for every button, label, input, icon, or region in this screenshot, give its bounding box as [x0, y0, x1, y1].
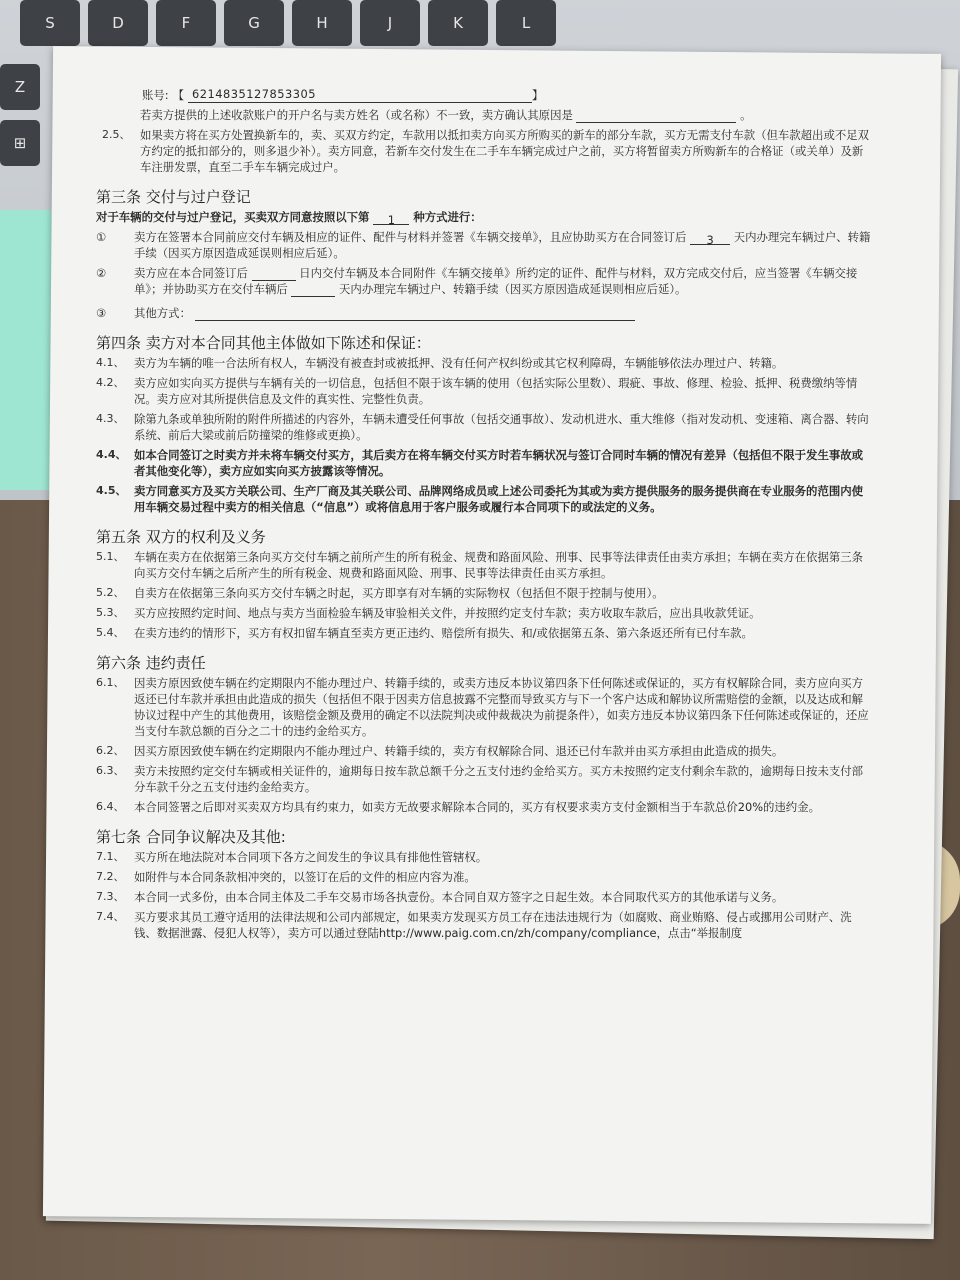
option-mark: ③ [96, 306, 107, 320]
key: K [428, 0, 488, 46]
account-number: 6214835127853305 [188, 86, 532, 103]
clause-number: 5.1、 [96, 550, 125, 563]
key: J [360, 0, 420, 46]
clause-number: 4.5、 [96, 484, 127, 497]
clause-text: 如果卖方将在买方处置换新车的，卖、买双方约定，车款用以抵扣卖方向买方所购买的新车的部分车款，买方无需支付车款（但车款超出或不足双方约定的抵扣部分的，则多退少补）。卖方同意，若新车交付发生在二手车车辆完成过户之前，买方将暂留卖方所购新车的合格证（或关单）及新车注册发票，直至二手车车辆完成过户。 [140, 128, 870, 174]
clause-text: 本合同签署之后即对买卖双方均具有约束力，如卖方无故要求解除本合同的，买方有权要求卖方支付金额相当于车款总价20%的违约金。 [134, 800, 820, 814]
option-1 [96, 229, 872, 261]
option-text-c: 天内办理完车辆过户、转籍手续（因买方原因造成延误则相应后延）。 [339, 282, 687, 296]
article-6-title: 第六条 违约责任 [96, 654, 206, 672]
clause-text: 如本合同签订之时卖方并未将车辆交付买方，其后卖方在将车辆交付买方时若车辆状况与签订合同时车辆的情况有差异（包括但不限于发生事故或者其他变化等），卖方应如实向买方披露该等情况。 [134, 448, 864, 478]
key: G [224, 0, 284, 46]
option-text-a: 其他方式： [134, 306, 191, 320]
key: D [88, 0, 148, 46]
option-mark: ① [96, 230, 107, 244]
clause-number: 4.2、 [96, 376, 125, 389]
clause-4-1 [96, 355, 872, 371]
article-7-title: 第七条 合同争议解决及其他: [96, 828, 286, 846]
article-3-title: 第三条 交付与过户登记 [96, 188, 251, 206]
key: Z [0, 64, 40, 110]
method-number: 1 [373, 212, 409, 225]
clause-4-2 [96, 375, 872, 407]
blank [291, 284, 335, 297]
option-text [134, 229, 872, 261]
clause-5-3 [96, 605, 872, 621]
bracket-close: 】 [532, 87, 544, 102]
clause-6-4 [96, 799, 872, 815]
period: 。 [740, 108, 752, 122]
clause-number: 2.5、 [102, 128, 131, 141]
clause-number: 4.4、 [96, 448, 127, 461]
name-mismatch-text: 若卖方提供的上述收款账户的开户名与卖方姓名（或名称）不一致，卖方确认其原因是 [140, 108, 573, 122]
clause-text: 卖方应如实向买方提供与车辆有关的一切信息，包括但不限于该车辆的使用（包括实际公里数）、瑕疵、事故、修理、检验、抵押、税费缴纳等情况。卖方应对其所提供信息及文件的真实性、完整性负责。 [134, 376, 858, 406]
clause-7-4 [96, 909, 872, 941]
key-row-2 [0, 64, 40, 110]
days-value: 3 [690, 232, 730, 245]
clause-4-4 [96, 447, 872, 479]
clause-5-4 [96, 625, 872, 641]
clause-text: 因买方原因致使车辆在约定期限内不能办理过户、转籍手续的，卖方有权解除合同、退还已付车款并由买方承担由此造成的损失。 [134, 744, 784, 758]
name-mismatch-line [140, 107, 872, 123]
clause-text: 买方所在地法院对本合同项下各方之间发生的争议具有排他性管辖权。 [134, 850, 488, 864]
clause-text: 在卖方违约的情形下，买方有权扣留车辆直至卖方更正违约、赔偿所有损失、和/或依据第五条、第六条返还所有已付车款。 [134, 626, 753, 640]
option-text [134, 265, 872, 297]
clause-number: 7.4、 [96, 910, 125, 923]
option-text-a: 卖方在签署本合同前应交付车辆及相应的证件、配件与材料并签署《车辆交接单》，且应协助买方在合同签订后 [134, 230, 687, 244]
clause-number: 4.1、 [96, 356, 125, 369]
clause-number: 7.2、 [96, 870, 125, 883]
bracket-open: 【 [172, 87, 185, 102]
article-5-title: 第五条 双方的权利及义务 [96, 528, 266, 546]
article-3-intro [96, 209, 872, 225]
clause-text: 买方要求其员工遵守适用的法律法规和公司内部规定，如果卖方发现买方员工存在违法违规行为（如腐败、商业贿赂、侵占或挪用公司财产、洗钱、数据泄露、侵犯人权等），卖方可以通过登陆http://www.paig.com.cn/zh/company/compliance，点击“举报制度 [134, 910, 852, 940]
key: H [292, 0, 352, 46]
key: S [20, 0, 80, 46]
clause-number: 4.3、 [96, 412, 125, 425]
clause-4-5 [96, 483, 872, 515]
clause-7-2 [96, 869, 872, 885]
clause-text: 自卖方在依据第三条向买方交付车辆之时起，买方即享有对车辆的实际物权（包括但不限于控制与使用）。 [134, 586, 664, 600]
clause-number: 6.1、 [96, 676, 125, 689]
clause-text: 车辆在卖方在依据第三条向买方交付车辆之前所产生的所有税金、规费和路面风险、刑事、民事等法律责任由卖方承担；车辆在卖方在依据第三条向买方交付车辆之后所产生的所有税金、规费和路面风险、刑事、民事等法律责任由买方承担。 [134, 550, 864, 580]
clause-6-3 [96, 763, 872, 795]
clause-7-3 [96, 889, 872, 905]
clause-text: 买方应按照约定时间、地点与卖方当面检验车辆及审验相关文件，并按照约定支付车款；卖方收取车款后，应出具收款凭证。 [134, 606, 761, 620]
clause-4-3 [96, 411, 872, 443]
blank [252, 268, 296, 281]
account-label: 账号: [142, 87, 169, 102]
clause-number: 6.4、 [96, 800, 125, 813]
option-2 [96, 265, 872, 297]
option-text-a: 卖方应在本合同签订后 [134, 266, 248, 280]
option-text-b: 日内交付车辆及本合同附件《车辆交接单》所约定的证件、配件与材料，双方完成交付后，应当签署《车辆交接单》；并协助买方在交付车辆后 [134, 266, 858, 296]
clause-number: 7.3、 [96, 890, 125, 903]
clause-number: 6.2、 [96, 744, 125, 757]
clause-number: 5.2、 [96, 586, 125, 599]
clause-2-5 [102, 127, 872, 175]
clause-text: 因卖方原因致使车辆在约定期限内不能办理过户、转籍手续的，或卖方违反本协议第四条下任何陈述或保证的，买方有权解除合同，卖方应向买方返还已付车款并承担由此造成的损失（包括但不限于因卖方信息披露不完整而导致买方与下一个客户达成和解协议所需赔偿的金额，以及达成和解协议过程中产生的其他费用，该赔偿金额及费用的确定不以法院判决或仲裁裁决为前提条件），如卖方违反本协议第四条下任何陈述或保证的，还应当支付车款总额的百分之二十的违约金给买方。 [134, 676, 869, 738]
key-row-3 [0, 120, 40, 166]
clause-number: 5.4、 [96, 626, 125, 639]
reason-blank [576, 110, 736, 123]
clause-text: 如附件与本合同条款相冲突的，以签订在后的文件的相应内容为准。 [134, 870, 476, 884]
option-text-b: 天内办理完车辆过户、转籍手续（因买方原因造成延误则相应后延）。 [134, 230, 871, 260]
contract-content [96, 86, 872, 941]
clause-7-1 [96, 849, 872, 865]
other-method-blank [195, 308, 635, 321]
clause-text: 卖方未按照约定交付车辆或相关证件的，逾期每日按车款总额千分之五支付违约金给买方。买方未按照约定支付剩余车款的，逾期每日按未支付部分车款千分之五支付违约金给卖方。 [134, 764, 864, 794]
windows-icon: ⊞ [0, 120, 40, 166]
clause-text: 除第九条或单独所附的附件所描述的内容外，车辆未遭受任何事故（包括交通事故）、发动机进水、重大维修（指对发动机、变速箱、离合器、转向系统、前后大梁或前后防撞梁的维修或更换）。 [134, 412, 869, 442]
clause-5-2 [96, 585, 872, 601]
key: F [156, 0, 216, 46]
clause-number: 5.3、 [96, 606, 125, 619]
option-text [134, 305, 872, 321]
clause-text: 卖方为车辆的唯一合法所有权人，车辆没有被查封或被抵押、没有任何产权纠纷或其它权利障碍，车辆能够依法办理过户、转籍。 [134, 356, 784, 370]
sticky-note [0, 210, 56, 490]
clause-text: 本合同一式多份，由本合同主体及二手车交易市场各执壹份。本合同自双方签字之日起生效。本合同取代买方的其他承诺与义务。 [134, 890, 784, 904]
article-4-title: 第四条 卖方对本合同其他主体做如下陈述和保证： [96, 334, 431, 352]
clause-6-2 [96, 743, 872, 759]
key-row-1 [20, 0, 556, 46]
clause-number: 6.3、 [96, 764, 125, 777]
option-3 [96, 305, 872, 321]
account-line [142, 86, 872, 103]
key: L [496, 0, 556, 46]
clause-text: 卖方同意买方及买方关联公司、生产厂商及其关联公司、品牌网络成员或上述公司委托为其或为卖方提供服务的服务提供商在专业服务的范围内使用车辆交易过程中卖方的相关信息（“信息”）或将信息用于客户服务或履行本合同项下的或法定的义务。 [134, 484, 864, 514]
clause-5-1 [96, 549, 872, 581]
intro-text-end: 种方式进行： [413, 210, 482, 224]
clause-number: 7.1、 [96, 850, 125, 863]
option-mark: ② [96, 266, 107, 280]
intro-text: 对于车辆的交付与过户登记，买卖双方同意按照以下第 [96, 210, 370, 224]
clause-6-1 [96, 675, 872, 739]
